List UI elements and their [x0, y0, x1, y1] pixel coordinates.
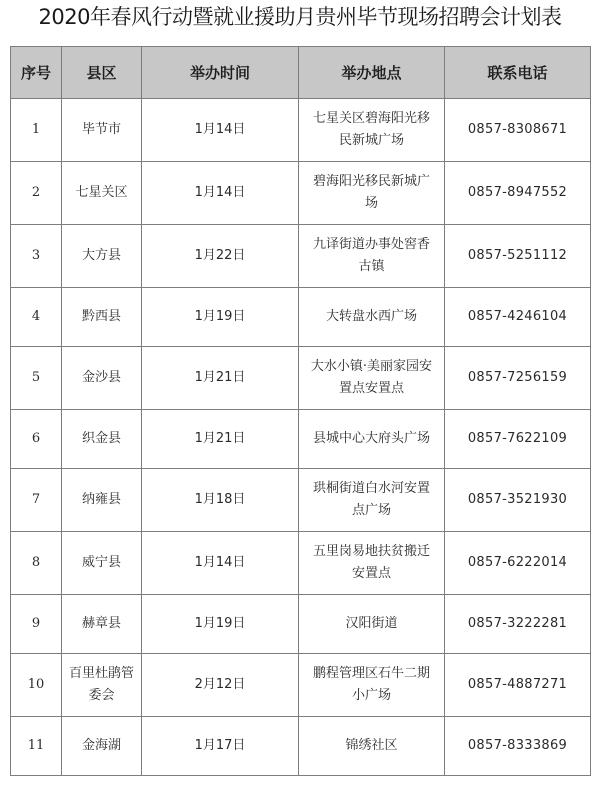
cell-phone: 0857-3222281	[445, 595, 591, 654]
cell-serial-number: 2	[11, 162, 62, 225]
cell-location: 珙桐街道白水河安置点广场	[299, 469, 445, 532]
header-serial-number: 序号	[11, 47, 62, 99]
table-row	[11, 469, 591, 532]
cell-county: 黔西县	[62, 288, 142, 347]
cell-serial-number: 11	[11, 717, 62, 776]
cell-serial-number: 1	[11, 99, 62, 162]
cell-date: 1月14日	[142, 532, 299, 595]
cell-county: 百里杜鹃管委会	[62, 654, 142, 717]
cell-location: 大转盘水西广场	[299, 288, 445, 347]
header-location: 举办地点	[299, 47, 445, 99]
cell-location: 七星关区碧海阳光移民新城广场	[299, 99, 445, 162]
table-row	[11, 99, 591, 162]
cell-phone: 0857-8947552	[445, 162, 591, 225]
table-row	[11, 225, 591, 288]
cell-location: 五里岗易地扶贫搬迁安置点	[299, 532, 445, 595]
cell-phone: 0857-8308671	[445, 99, 591, 162]
table-row	[11, 288, 591, 347]
cell-date: 2月12日	[142, 654, 299, 717]
cell-serial-number: 7	[11, 469, 62, 532]
table-row	[11, 595, 591, 654]
table-header-row	[11, 47, 591, 99]
page-title: 2020年春风行动暨就业援助月贵州毕节现场招聘会计划表	[38, 5, 562, 29]
cell-phone: 0857-7622109	[445, 410, 591, 469]
cell-serial-number: 3	[11, 225, 62, 288]
cell-serial-number: 8	[11, 532, 62, 595]
table-row	[11, 347, 591, 410]
cell-phone: 0857-5251112	[445, 225, 591, 288]
schedule-table	[10, 46, 591, 776]
cell-county: 赫章县	[62, 595, 142, 654]
cell-date: 1月14日	[142, 162, 299, 225]
table-row	[11, 532, 591, 595]
cell-date: 1月19日	[142, 595, 299, 654]
cell-phone: 0857-4246104	[445, 288, 591, 347]
cell-phone: 0857-8333869	[445, 717, 591, 776]
table-row	[11, 717, 591, 776]
cell-location: 锦绣社区	[299, 717, 445, 776]
cell-location: 大水小镇·美丽家园安置点安置点	[299, 347, 445, 410]
cell-county: 大方县	[62, 225, 142, 288]
header-phone: 联系电话	[445, 47, 591, 99]
cell-county: 纳雍县	[62, 469, 142, 532]
cell-county: 织金县	[62, 410, 142, 469]
cell-county: 威宁县	[62, 532, 142, 595]
table-row	[11, 654, 591, 717]
cell-location: 汉阳街道	[299, 595, 445, 654]
cell-phone: 0857-7256159	[445, 347, 591, 410]
table-row	[11, 162, 591, 225]
cell-location: 鹏程管理区石牛二期小广场	[299, 654, 445, 717]
cell-phone: 0857-6222014	[445, 532, 591, 595]
cell-serial-number: 5	[11, 347, 62, 410]
cell-date: 1月17日	[142, 717, 299, 776]
cell-county: 金海湖	[62, 717, 142, 776]
cell-serial-number: 9	[11, 595, 62, 654]
cell-phone: 0857-4887271	[445, 654, 591, 717]
cell-county: 七星关区	[62, 162, 142, 225]
cell-date: 1月14日	[142, 99, 299, 162]
header-county: 县区	[62, 47, 142, 99]
cell-location: 碧海阳光移民新城广场	[299, 162, 445, 225]
cell-location: 九译街道办事处窖香古镇	[299, 225, 445, 288]
cell-county: 毕节市	[62, 99, 142, 162]
cell-date: 1月21日	[142, 410, 299, 469]
cell-county: 金沙县	[62, 347, 142, 410]
table-row	[11, 410, 591, 469]
cell-serial-number: 10	[11, 654, 62, 717]
cell-serial-number: 6	[11, 410, 62, 469]
cell-date: 1月22日	[142, 225, 299, 288]
cell-date: 1月18日	[142, 469, 299, 532]
cell-date: 1月21日	[142, 347, 299, 410]
cell-date: 1月19日	[142, 288, 299, 347]
cell-phone: 0857-3521930	[445, 469, 591, 532]
header-date: 举办时间	[142, 47, 299, 99]
cell-location: 县城中心大府头广场	[299, 410, 445, 469]
cell-serial-number: 4	[11, 288, 62, 347]
